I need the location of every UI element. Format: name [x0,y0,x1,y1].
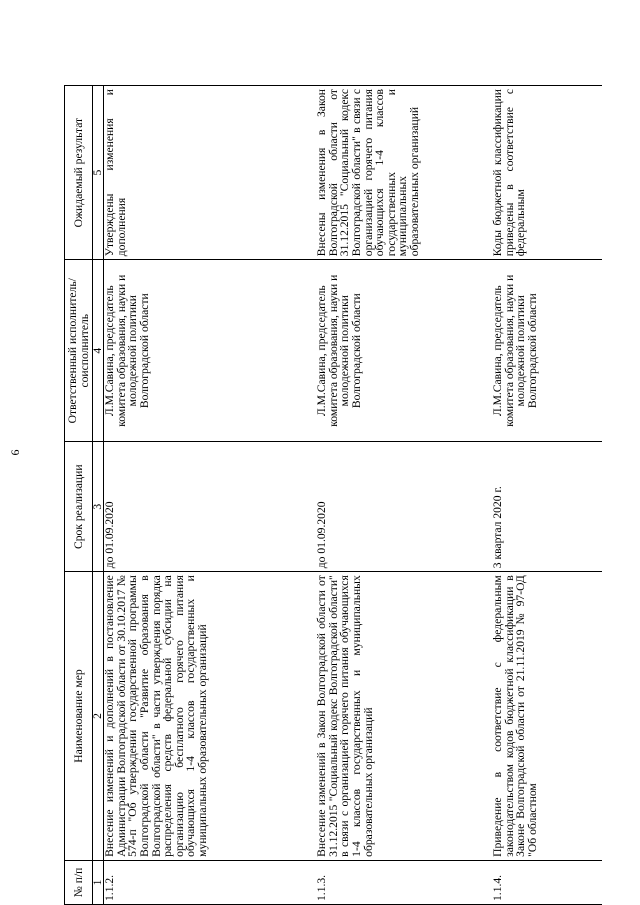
header-num: № п/п [65,860,93,904]
measure-name: Приведение в соответствие с федеральным законодательством кодов бюджетной классификации в Законе Волгоградской области от 21.11.2019 № 97-ОД "Об областном [492,572,602,861]
responsible-person: Л.М.Савина, председатель комитета образования, науки и молодежной политики Волгоградской области [104,260,317,442]
responsible-person: Л.М.Савина, председатель комитета образования, науки и молодежной политики Волгоградской области [492,260,602,442]
measure-name: Внесение изменений в Закон Волгоградской области от 31.12.2015 "Социальный кодекс Волгоградской области" в связи с организацией горячего питания обучающихся 1-4 классов государственных и муниципальных образовательных организаций [316,572,492,861]
column-numbers-row [93,86,104,905]
expected-result: Коды бюджетной классификации приведены в соответствие с федеральным [492,86,602,260]
responsible-person: Л.М.Савина, председатель комитета образования, науки и молодежной политики Волгоградской области [316,260,492,442]
deadline: 3 квартал 2020 г. [492,442,602,572]
table-row [104,86,317,905]
header-deadline: Срок реализации [65,442,93,572]
deadline: до 01.09.2020 [104,442,317,572]
column-number: 4 [93,260,104,442]
row-number: 1.1.2. [104,860,317,904]
expected-result: Утверждены изменения и дополнения [104,86,317,260]
column-number: 1 [93,860,104,904]
page-number: 6 [8,449,22,456]
table-header-row [65,86,93,905]
column-number: 5 [93,86,104,260]
row-number: 1.1.4. [492,860,602,904]
header-name: Наименование мер [65,572,93,861]
column-number: 2 [93,572,104,861]
table-row [492,86,602,905]
measures-table [64,85,602,905]
measure-name: Внесение изменений и дополнений в постановление Администрации Волгоградской области от 30.10.2017 № 574-п "Об утверждении государственной программы Волгоградской области "Развитие образования в Волгоградской области" в части утверждения порядка распределения средств федеральной субсидии на организацию бесплатного горячего питания обучающихся 1-4 классов государственных и муниципальных образовательных организаций [104,572,317,861]
column-number: 3 [93,442,104,572]
header-result: Ожидаемый результат [65,86,93,260]
header-responsible: Ответственный исполнитель/соисполнитель [65,260,93,442]
deadline: до 01.09.2020 [316,442,492,572]
row-number: 1.1.3. [316,860,492,904]
expected-result: Внесены изменения в Закон Волгоградской области от 31.12.2015 "Социальный кодекс Волгоградской области" в связи с организацией горячего питания обучающихся 1-4 классов государственных и муниципальных образовательных организаций [316,86,492,260]
table-row [316,86,492,905]
